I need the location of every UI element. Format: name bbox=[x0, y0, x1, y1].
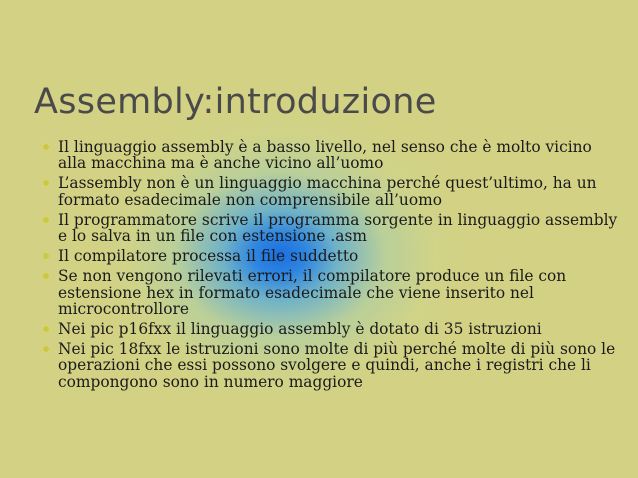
bullet-item bbox=[42, 248, 622, 264]
bullet-item bbox=[42, 139, 622, 171]
bullet-dot-icon bbox=[42, 216, 50, 224]
bullet-item bbox=[42, 268, 622, 317]
bullet-text: Nei pic p16fxx il linguaggio assembly è dotato di 35 istruzioni bbox=[58, 320, 542, 339]
bullet-item bbox=[42, 212, 622, 244]
bullet-text: Il programmatore scrive il programma sorgente in linguaggio assembly e lo salva in un file con estensione .asm bbox=[58, 210, 618, 246]
bullet-dot-icon bbox=[42, 272, 50, 280]
bullet-item bbox=[42, 341, 622, 390]
bullet-text: Il compilatore processa il file suddetto bbox=[58, 247, 359, 266]
bullet-item bbox=[42, 175, 622, 207]
bullet-text: L’assembly non è un linguaggio macchina perché quest’ultimo, ha un formato esadecimale non comprensibile all’uomo bbox=[58, 174, 597, 209]
bullet-text: Il linguaggio assembly è a basso livello, nel senso che è molto vicino alla macchina ma è anche vicino all’uomo bbox=[58, 138, 592, 173]
bullet-dot-icon bbox=[42, 143, 50, 151]
bullet-dot-icon bbox=[42, 179, 50, 187]
bullet-dot-icon bbox=[42, 252, 50, 260]
bullet-text: Nei pic 18fxx le istruzioni sono molte di più perché molte di più sono le operazioni che essi possono svolgere e quindi, anche i registri che li compongono sono in numero maggiore bbox=[58, 340, 616, 391]
bullet-item bbox=[42, 321, 622, 337]
slide-title: Assembly:introduzione bbox=[34, 82, 437, 122]
bullet-list bbox=[42, 139, 622, 394]
bullet-dot-icon bbox=[42, 345, 50, 353]
bullet-text: Se non vengono rilevati errori, il compilatore produce un file con estensione hex in formato esadecimale che viene inserito nel microcontrollore bbox=[58, 267, 567, 318]
bullet-dot-icon bbox=[42, 325, 50, 333]
